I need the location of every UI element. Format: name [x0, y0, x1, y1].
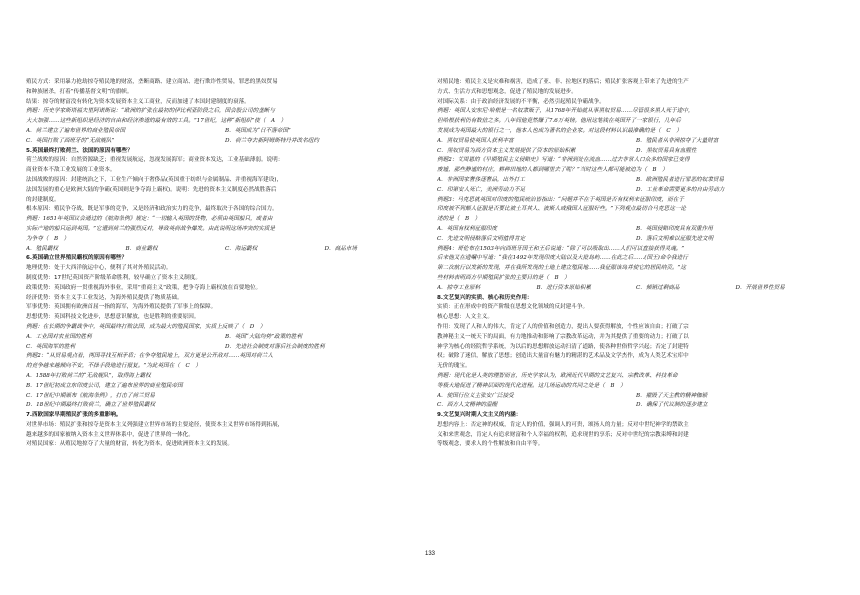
answer-option: C．先进文明侵略落后文明值得肯定	[437, 235, 526, 242]
answer-option: A．英国有权利征服印度	[437, 225, 497, 232]
example-question-line: 等极大地促进了精神层面的现代化进程。这几场运动的共同之处是（ B ）	[437, 382, 626, 389]
answer-option: D．开展世界性贸易	[735, 284, 785, 291]
text-line: 殖民方式：采用暴力抢劫掠夺殖民地的财富，垄断商路、建立商站、进行欺诈性贸易，罪恶的黑奴贸易	[26, 79, 278, 85]
text-line: 作用：发现了人和人的伟大，肯定了人的价值和创造力，提出人要获得解放，个性应该自由；打破了宗	[437, 323, 689, 330]
text-line: 根本原因：殖民争夺战，既是军事的竞争，又是经济和政治实力的竞争，最终取决于各国的综合国力。	[26, 206, 278, 213]
answer-option: C．英国海军的胜利	[26, 343, 76, 350]
answer-options	[26, 245, 424, 255]
text-line: 神学为核心的经院哲学系统，为以后的思想解放运动扫清了道路，使各种世俗哲学兴起；否定了封建特	[437, 343, 689, 350]
text-line: 教神秘主义一统天下的局面，有力地推动和影响了宗教改革运动，并为其提供了重要的动力；打破了以	[437, 333, 689, 340]
example-question-line: 例题：在长期的争霸战争中，英国最终打败法国，成为最大的殖民国家，实质上反映了（ D ）	[26, 323, 266, 330]
answer-options	[26, 127, 424, 137]
answer-option: A．工业国对农业国的胜利	[26, 333, 92, 340]
text-line: 军事优势：英国拥有欧洲首屈一指的海军，为海外殖民提供了军事上的保障。	[26, 304, 217, 311]
example-question-line: 但哈根获利仍有数倍之多。八年间他竟然赚了7.6万英镑。他用这笔钱在英国开了一家银行，几年后	[437, 118, 681, 125]
answer-options	[437, 401, 835, 411]
answer-option: B．英国成为“日不落帝国”	[225, 127, 291, 134]
text-line: 经济优势：资本主义手工业发达，为海外殖民提供了物质基础。	[26, 294, 183, 301]
example-question-line: 些材料表明西方早期殖民扩张的主要目的是（ B ）	[437, 274, 570, 281]
section-heading: 6.英国确立世界殖民霸权的原因有哪些？	[26, 255, 128, 262]
answer-options	[437, 392, 835, 402]
example-question-line: 例题：历史学家斯塔福夫里阿诺斯说：“欧洲的扩张在最初的伊比利亚阶段之后，国会股公司的垄断与	[26, 108, 275, 115]
answer-option: C．西方人文精神的温醒	[437, 402, 498, 409]
text-line: 方式、生活方式和思想观念，促进了殖民地的发展进步。	[437, 88, 577, 95]
answer-option: A．非洲国家奢侈逐奢品，出外打工	[437, 176, 525, 183]
answer-option: D．商品市场	[324, 245, 357, 252]
section-heading: 7.西欧国家早期殖民扩张的多重影响。	[26, 412, 122, 419]
text-line: 核心思想：人文主义。	[437, 314, 493, 321]
example-question-line: D．18世纪中期最终打败荷兰，确立了世界殖民霸权	[26, 402, 156, 409]
left-column	[26, 78, 424, 450]
example-question-line: 例题2：艾周恩的《早期殖民主义侵略史》写道：“非洲到处在流血……过去非常人口众多的国家已变得	[437, 157, 690, 164]
text-line: 制度优势：17世纪英国资产阶级革命胜利，较早确立了资本主义制度。	[26, 274, 201, 281]
answer-option: D．工业革命需要更多的自由劳动力	[636, 186, 725, 193]
answer-option: D．先进社会制度对落后社会制度的胜利	[225, 343, 325, 350]
answer-option: C．海运霸权	[225, 245, 258, 252]
example-question-line: 实际产地的船只运到英国。”它遭到荷兰的强烈反对，导致英荷战争爆发。由此说明这场冲突的实质是	[26, 225, 275, 232]
example-question-line: 例题：1651年英国议会通过的《航海条例》规定：“一切输入英国的货物，必须由英国船只，或者由	[26, 216, 273, 223]
example-question-line: 例题：英国人安东尼·哈根是一名奴隶贩子，从1768年开始就从事黑奴贸易……尽管很多黑人死于途中，	[437, 108, 694, 115]
answer-option: B．殖民者从非洲掠夺了大量财富	[636, 137, 719, 144]
answer-option: B．进行资本原始积累	[536, 284, 591, 291]
text-line: 和种族屠杀，打着“传播基督文明”的旗帜。	[26, 88, 133, 95]
example-question-line: 例题4：哥伦布在1503年向西班牙国王和王后说道：“除了可以吸取出……人们可以直接获得灵魂。”	[437, 245, 685, 252]
answer-option: D．确保了代议制的逐步建立	[636, 402, 708, 409]
answer-options	[437, 284, 835, 294]
text-line: 无价的瑰宝。	[437, 363, 471, 370]
example-question-line: 述的是（ B ）	[437, 216, 481, 223]
answer-options	[437, 186, 835, 196]
example-question-line: 大大加强……这些新组织是经济的自由和经济渗透的最有效的工具。”17世纪，这种“新组织”使（ A ）	[26, 118, 287, 125]
example-question-line: 发展成为英国最大的银行之一，他本人也成为著名的企业家。对这段材料认识最准确的是（ C ）	[437, 127, 682, 134]
text-line: 对世界市场：殖民扩张和掠夺是资本主义列强建立世界市场的主要途径，使资本主义世界市场得到拓展，	[26, 421, 284, 428]
text-line: 对殖民地：殖民主义是灾难和祸害，造成了亚、非、拉地区的落后；殖民扩张客观上带来了先进的生产	[437, 79, 689, 85]
answer-option: B．英国侵略印度具有双重作用	[636, 225, 713, 232]
answer-option: B．摧毁了天主教的精神枷锁	[636, 392, 708, 399]
answer-option: D．落后文明难以征服先进文明	[636, 235, 714, 242]
text-line: 荷兰战败的原因：自然资源缺乏；重视发展航运，忽视发展海军；商业资本发达，工业基础薄弱。说明：	[26, 157, 284, 164]
example-question-line: B．17世纪初成立东印度公司，建立了遍布世界的商业殖民帝国	[26, 382, 183, 389]
text-line: 政策优势：英国政府一贯重视海外事业，采用“重商主义”政策，把争夺海上霸权放在首要地位。	[26, 284, 262, 291]
answer-option: A．掠夺工业原料	[437, 284, 481, 291]
text-line: 法国发展的重心是欧洲大陆的争霸(英国则是争夺海上霸权)。说明：先进的资本主义制度必然战胜落后	[26, 186, 277, 193]
answer-options	[437, 137, 835, 147]
section-heading: 8.文艺复兴的实质、核心和历史作用：	[437, 294, 533, 301]
example-question-line: 例题3：马克思就英国对印度的殖民统治皆指出：“问题并不在于英国是否有权利来征服印度，而在于	[437, 196, 684, 203]
answer-option: B．欧洲殖民者进行罪恶的奴隶贸易	[636, 176, 725, 183]
text-line: 商业资本不敌工业发展的工业资本。	[26, 167, 116, 174]
text-line: 地理优势：处于大西洋航运中心，便利了其对外殖民活动。	[26, 265, 172, 272]
answer-option: A．黑奴贸易使英国人获利丰富	[437, 137, 514, 144]
answer-option: A．使国行位义主张安广泛接受	[437, 392, 514, 399]
answer-options	[437, 225, 835, 235]
example-question-line: A．1588年打败荷兰的“无敌舰队”，取得海上霸权	[26, 372, 151, 379]
text-line: 义和来世观念，肯定人有追求财富和个人幸福的权利，追求现世的享乐；反对中世纪的宗教束缚和封建	[437, 431, 689, 438]
example-question-line: 后来他又在遗嘱中写道：“我在1492年发现印度大陆以及大批岛屿……在此之后……(国王)命令我进行	[437, 255, 688, 262]
text-line: 对殖民国家：从殖民地掠夺了大量的财富，转化为资本，促进欧洲资本主义的发展。	[26, 441, 233, 448]
section-heading: 9.文艺复兴时期人文主义的内涵：	[437, 412, 522, 419]
text-line: 思想内容上：否定神的权威，肯定人的价值，强调人的可贵，颂扬人的力量；反对中世纪神学的禁欲主	[437, 421, 689, 428]
example-question-line: 例题2：“从贸易观点看，两国寻找互相矛盾；在争夺殖民地上，双方更是公开敌对……英国对荷兰人	[26, 353, 273, 360]
answer-options	[26, 333, 424, 343]
answer-option: D．荷兰夺去新阿姆斯特丹并改名纽约	[225, 137, 319, 144]
example-question-line: 印度被不列颠人征服是否要比被土耳其人、波斯人或俄国人征服好些。”下列观点最切合马克思这一论	[437, 206, 686, 213]
answer-option: C．英国打败了西班牙的“无敌舰队”	[26, 137, 115, 144]
text-line: 实质：正在形成中的资产阶级在思想文化领域的反封建斗争。	[437, 304, 589, 311]
answer-option: A．殖民霸权	[26, 245, 59, 252]
right-column	[437, 78, 835, 450]
text-line: 结果：掠夺的财富没有转化为资本发展资本主义工商业，反而加速了本国封建制度的衰落。	[26, 98, 250, 105]
answer-options	[26, 137, 424, 147]
text-line: 对国际关系：由于政治经济发展的不平衡，必然引起殖民争霸战争。	[437, 98, 605, 105]
section-heading: 5.英国最终打败荷兰、法国的原因有哪些？	[26, 147, 133, 154]
page-number: 133	[424, 551, 435, 557]
answer-option: C．倾销过剩商品	[636, 284, 680, 291]
answer-option: A．荷兰建立了遍布世界的商业殖民帝国	[26, 127, 126, 134]
answer-option: D．黑奴贸易具有血腥性	[636, 147, 697, 154]
answer-options	[437, 176, 835, 186]
answer-option: C．黑奴贸易为西方资本主义发展提供了资本的原始积累	[437, 147, 576, 154]
text-line: 思想优势：英国科技文化进步，思想意识解放，也是胜利的重要原因。	[26, 314, 200, 321]
text-line: 等级观念，要求人的个性解放和自由平等。	[437, 441, 544, 448]
answer-options	[437, 147, 835, 157]
text-line: 法国战败的原因：封建统治之下，工业生产倾向于奢侈品(英国重于纺织与金属制品、并重视海军建设)，	[26, 176, 283, 183]
text-line: 越来越多的国家被纳入资本主义世界体系中，促进了世界的一体化。	[26, 431, 194, 438]
example-question-line: 废墟，那些静谧的村庄，耕种田地的人都到哪里去了呢？”当时这些人都可能被迫为（ B ）	[437, 167, 668, 174]
example-question-line: 例题：现代化是人类的理智而言，历史学家认为，欧洲近代早期的文艺复兴、宗教改革、科技革命	[437, 372, 678, 379]
answer-options	[26, 343, 424, 353]
text-line: 权；破除了迷信，解放了思想；创造出大量富有魅力的精湛的艺术品及文学杰作，成为人类艺术宝库中	[437, 353, 689, 360]
answer-option: B．商业霸权	[125, 245, 158, 252]
answer-options	[437, 235, 835, 245]
answer-option: C．印第安人死亡，美洲劳动力不足	[437, 186, 526, 193]
example-question-line: 的竞争越来越倾向不安，不择手段地进行报复。”为此英国在（ C ）	[26, 363, 201, 370]
text-line: 的封建制度。	[26, 196, 60, 203]
example-question-line: C．17世纪中期颁布《航海条例》，打击了荷兰贸易	[26, 392, 155, 399]
example-question-line: 为争夺（ B ）	[26, 235, 70, 242]
answer-option: B．英国“大陆均势”政策的胜利	[225, 333, 302, 340]
example-question-line: 第二次航行以发新的发现，并在我所发现的土地上建立殖民地……我征服该岛并使它的居民纳贡。”这	[437, 265, 686, 272]
